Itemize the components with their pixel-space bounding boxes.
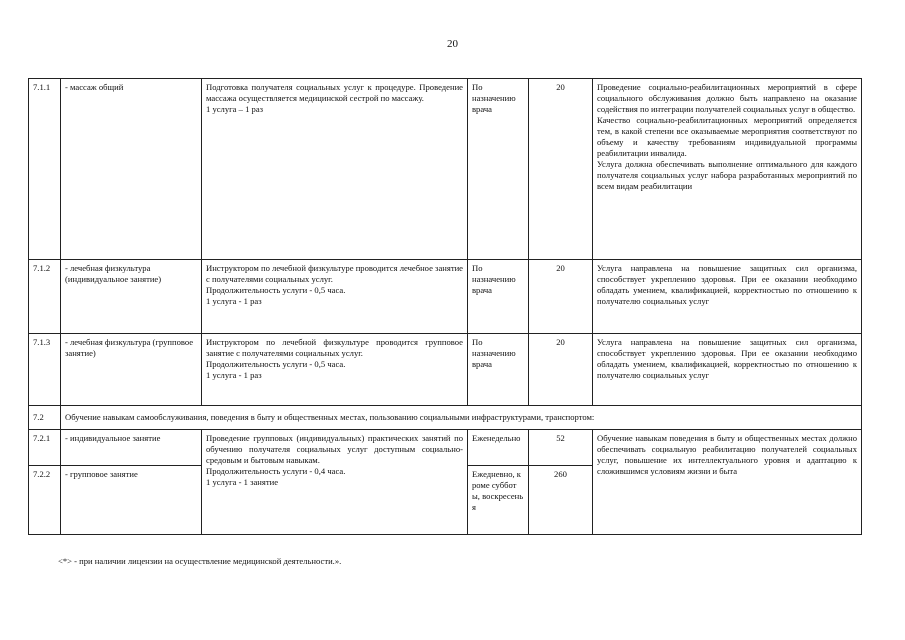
section-number: 7.2 bbox=[29, 406, 61, 430]
section-title: Обучение навыкам самообслуживания, поведения в быту и общественных местах, пользованию социальными инфраструктурами, транспортом: bbox=[61, 406, 862, 430]
service-description: Подготовка получателя социальных услуг к процедуре. Проведение массажа осуществляется медицинской сестрой по массажу. 1 услуга – 1 раз bbox=[202, 79, 468, 260]
service-name: - индивидуальное занятие bbox=[61, 430, 202, 466]
section-row bbox=[29, 406, 862, 430]
service-description: Инструктором по лечебной физкультуре проводится лечебное занятие с получателями социальных услуг. Продолжительность услуги - 0,5 часа. 1 услуга - 1 раз bbox=[202, 260, 468, 334]
service-name: - групповое занятие bbox=[61, 466, 202, 535]
row-number: 7.2.2 bbox=[29, 466, 61, 535]
service-periodicity: По назначению врача bbox=[468, 260, 529, 334]
service-volume: 52 bbox=[529, 430, 593, 466]
service-description: Проведение групповых (индивидуальных) практических занятий по обучению получателя социальных услуг доступным социально-средовым и бытовым навыкам. Продолжительность услуги - 0,4 часа. 1 услуга - 1 занятие bbox=[202, 430, 468, 535]
service-name: - лечебная физкультура (групповое занятие) bbox=[61, 334, 202, 406]
row-number: 7.2.1 bbox=[29, 430, 61, 466]
service-periodicity: По назначению врача bbox=[468, 79, 529, 260]
table-row bbox=[29, 79, 862, 260]
footnote: <*> - при наличии лицензии на осуществление медицинской деятельности.». bbox=[58, 556, 342, 566]
table-row bbox=[29, 430, 862, 466]
service-quality: Проведение социально-реабилитационных мероприятий в сфере социального обслуживания должно быть направлено на оказание содействия по интеграции получателей социальных услуг в общество. Качество социально-реабилитационных мероприятий определяется тем, в какой степени все оказываемые мероприятия соответствуют по объему и качеству требованиям индивидуальной программы реабилитации инвалида. Услуга должна обеспечивать выполнение оптимального для каждого получателя социальных услуг набора разработанных мероприятий по всем видам реабилитации bbox=[593, 79, 862, 260]
service-volume: 20 bbox=[529, 334, 593, 406]
service-name: - массаж общий bbox=[61, 79, 202, 260]
service-periodicity: По назначению врача bbox=[468, 334, 529, 406]
service-periodicity: Еженедельно bbox=[468, 430, 529, 466]
row-number: 7.1.1 bbox=[29, 79, 61, 260]
service-quality: Обучение навыкам поведения в быту и общественных местах должно обеспечивать социальную реабилитацию получателей социальных услуг, повышение их интеллектуального уровня и адаптацию к сложившимся условиям жизни и быта bbox=[593, 430, 862, 535]
row-number: 7.1.2 bbox=[29, 260, 61, 334]
row-number: 7.1.3 bbox=[29, 334, 61, 406]
table-row bbox=[29, 334, 862, 406]
service-description: Инструктором по лечебной физкультуре проводится групповое занятие с получателями социальных услуг. Продолжительность услуги - 0,5 часа. 1 услуга - 1 раз bbox=[202, 334, 468, 406]
service-volume: 20 bbox=[529, 260, 593, 334]
service-volume: 20 bbox=[529, 79, 593, 260]
service-periodicity: Ежедневно, кроме субботы, воскресенья bbox=[468, 466, 529, 535]
page-number: 20 bbox=[447, 38, 458, 50]
service-volume: 260 bbox=[529, 466, 593, 535]
service-quality: Услуга направлена на повышение защитных сил организма, способствует укреплению здоровья. При ее оказании необходимо обладать умением, квалификацией, корректностью по отношению к получателю социальных услуг bbox=[593, 260, 862, 334]
service-name: - лечебная физкультура (индивидуальное занятие) bbox=[61, 260, 202, 334]
service-quality: Услуга направлена на повышение защитных сил организма, способствует укреплению здоровья. При ее оказании необходимо обладать умением, квалификацией, корректностью по отношению к получателю социальных услуг bbox=[593, 334, 862, 406]
table-row bbox=[29, 260, 862, 334]
services-table bbox=[28, 78, 862, 535]
